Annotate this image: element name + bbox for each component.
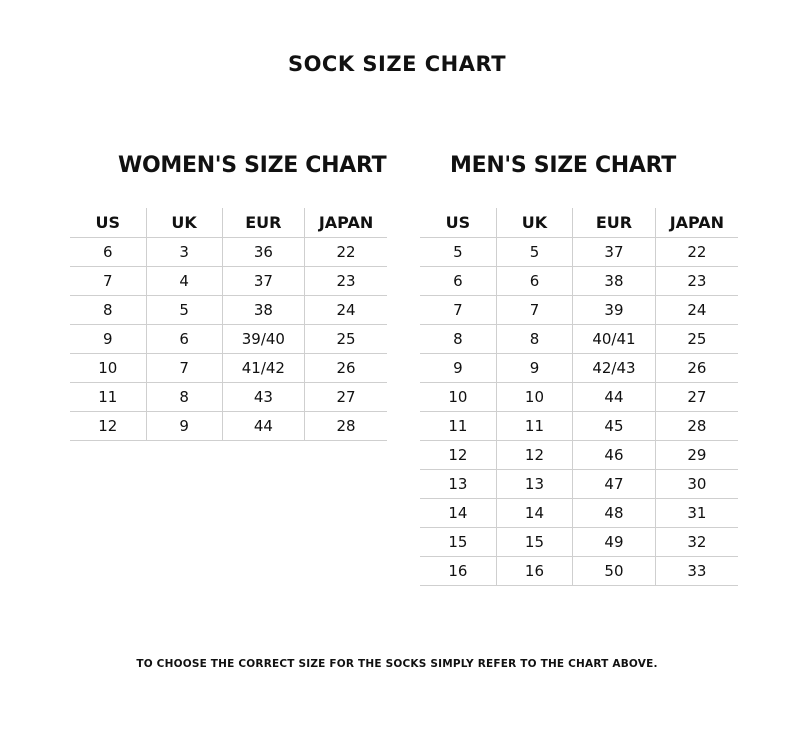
cell-uk: 12 <box>496 441 572 470</box>
cell-us: 8 <box>420 325 496 354</box>
cell-us: 7 <box>70 267 146 296</box>
men-table-body <box>420 238 738 586</box>
table-row <box>420 238 738 267</box>
cell-eur: 36 <box>222 238 304 267</box>
cell-uk: 7 <box>496 296 572 325</box>
cell-uk: 8 <box>496 325 572 354</box>
cell-japan: 23 <box>305 267 387 296</box>
header-us: US <box>420 208 496 238</box>
cell-uk: 4 <box>146 267 222 296</box>
cell-eur: 49 <box>573 528 656 557</box>
cell-uk: 16 <box>496 557 572 586</box>
cell-uk: 9 <box>146 412 222 441</box>
table-row <box>420 557 738 586</box>
header-us: US <box>70 208 146 238</box>
cell-japan: 30 <box>655 470 738 499</box>
cell-eur: 47 <box>573 470 656 499</box>
table-row <box>70 238 387 267</box>
cell-eur: 48 <box>573 499 656 528</box>
cell-eur: 37 <box>573 238 656 267</box>
cell-eur: 37 <box>222 267 304 296</box>
cell-us: 6 <box>420 267 496 296</box>
footer-note: TO CHOOSE THE CORRECT SIZE FOR THE SOCKS SIMPLY REFER TO THE CHART ABOVE. <box>136 658 658 670</box>
header-uk: UK <box>146 208 222 238</box>
cell-us: 14 <box>420 499 496 528</box>
cell-us: 16 <box>420 557 496 586</box>
women-table-body <box>70 238 387 441</box>
cell-eur: 44 <box>222 412 304 441</box>
table-row <box>70 383 387 412</box>
cell-us: 13 <box>420 470 496 499</box>
cell-us: 12 <box>420 441 496 470</box>
cell-japan: 29 <box>655 441 738 470</box>
table-row <box>70 325 387 354</box>
cell-us: 10 <box>70 354 146 383</box>
table-row <box>420 267 738 296</box>
cell-japan: 22 <box>655 238 738 267</box>
table-row <box>420 383 738 412</box>
women-size-table <box>70 208 387 441</box>
cell-japan: 28 <box>655 412 738 441</box>
cell-uk: 7 <box>146 354 222 383</box>
cell-japan: 33 <box>655 557 738 586</box>
cell-eur: 38 <box>573 267 656 296</box>
table-row <box>70 354 387 383</box>
cell-uk: 9 <box>496 354 572 383</box>
table-row <box>70 412 387 441</box>
cell-eur: 40/41 <box>573 325 656 354</box>
cell-uk: 5 <box>496 238 572 267</box>
cell-japan: 22 <box>305 238 387 267</box>
header-eur: EUR <box>573 208 656 238</box>
table-row <box>420 412 738 441</box>
cell-japan: 25 <box>655 325 738 354</box>
table-row <box>420 325 738 354</box>
cell-eur: 46 <box>573 441 656 470</box>
cell-us: 5 <box>420 238 496 267</box>
cell-eur: 43 <box>222 383 304 412</box>
men-size-table <box>420 208 738 586</box>
men-size-chart-title: MEN'S SIZE CHART <box>450 153 676 178</box>
cell-us: 12 <box>70 412 146 441</box>
cell-eur: 41/42 <box>222 354 304 383</box>
cell-uk: 3 <box>146 238 222 267</box>
cell-japan: 27 <box>305 383 387 412</box>
cell-uk: 6 <box>146 325 222 354</box>
header-eur: EUR <box>222 208 304 238</box>
cell-uk: 6 <box>496 267 572 296</box>
table-row <box>420 354 738 383</box>
table-row <box>70 296 387 325</box>
cell-eur: 39/40 <box>222 325 304 354</box>
cell-uk: 8 <box>146 383 222 412</box>
cell-us: 8 <box>70 296 146 325</box>
cell-eur: 50 <box>573 557 656 586</box>
cell-us: 9 <box>420 354 496 383</box>
cell-uk: 5 <box>146 296 222 325</box>
cell-japan: 24 <box>655 296 738 325</box>
cell-japan: 25 <box>305 325 387 354</box>
cell-us: 9 <box>70 325 146 354</box>
cell-japan: 24 <box>305 296 387 325</box>
table-header-row <box>420 208 738 238</box>
table-row <box>420 441 738 470</box>
table-row <box>420 528 738 557</box>
cell-us: 7 <box>420 296 496 325</box>
cell-eur: 38 <box>222 296 304 325</box>
cell-uk: 13 <box>496 470 572 499</box>
cell-japan: 23 <box>655 267 738 296</box>
header-japan: JAPAN <box>655 208 738 238</box>
table-row <box>420 499 738 528</box>
cell-eur: 45 <box>573 412 656 441</box>
cell-uk: 11 <box>496 412 572 441</box>
cell-eur: 44 <box>573 383 656 412</box>
cell-japan: 27 <box>655 383 738 412</box>
table-row <box>420 296 738 325</box>
header-japan: JAPAN <box>305 208 387 238</box>
header-uk: UK <box>496 208 572 238</box>
cell-us: 6 <box>70 238 146 267</box>
cell-us: 11 <box>70 383 146 412</box>
table-header-row <box>70 208 387 238</box>
cell-japan: 26 <box>305 354 387 383</box>
women-size-chart-title: WOMEN'S SIZE CHART <box>118 153 387 178</box>
cell-us: 10 <box>420 383 496 412</box>
cell-eur: 42/43 <box>573 354 656 383</box>
table-row <box>70 267 387 296</box>
cell-japan: 26 <box>655 354 738 383</box>
cell-japan: 32 <box>655 528 738 557</box>
table-row <box>420 470 738 499</box>
cell-uk: 15 <box>496 528 572 557</box>
cell-japan: 28 <box>305 412 387 441</box>
cell-japan: 31 <box>655 499 738 528</box>
cell-uk: 14 <box>496 499 572 528</box>
cell-us: 15 <box>420 528 496 557</box>
page-title: SOCK SIZE CHART <box>287 52 507 76</box>
cell-uk: 10 <box>496 383 572 412</box>
cell-us: 11 <box>420 412 496 441</box>
cell-eur: 39 <box>573 296 656 325</box>
